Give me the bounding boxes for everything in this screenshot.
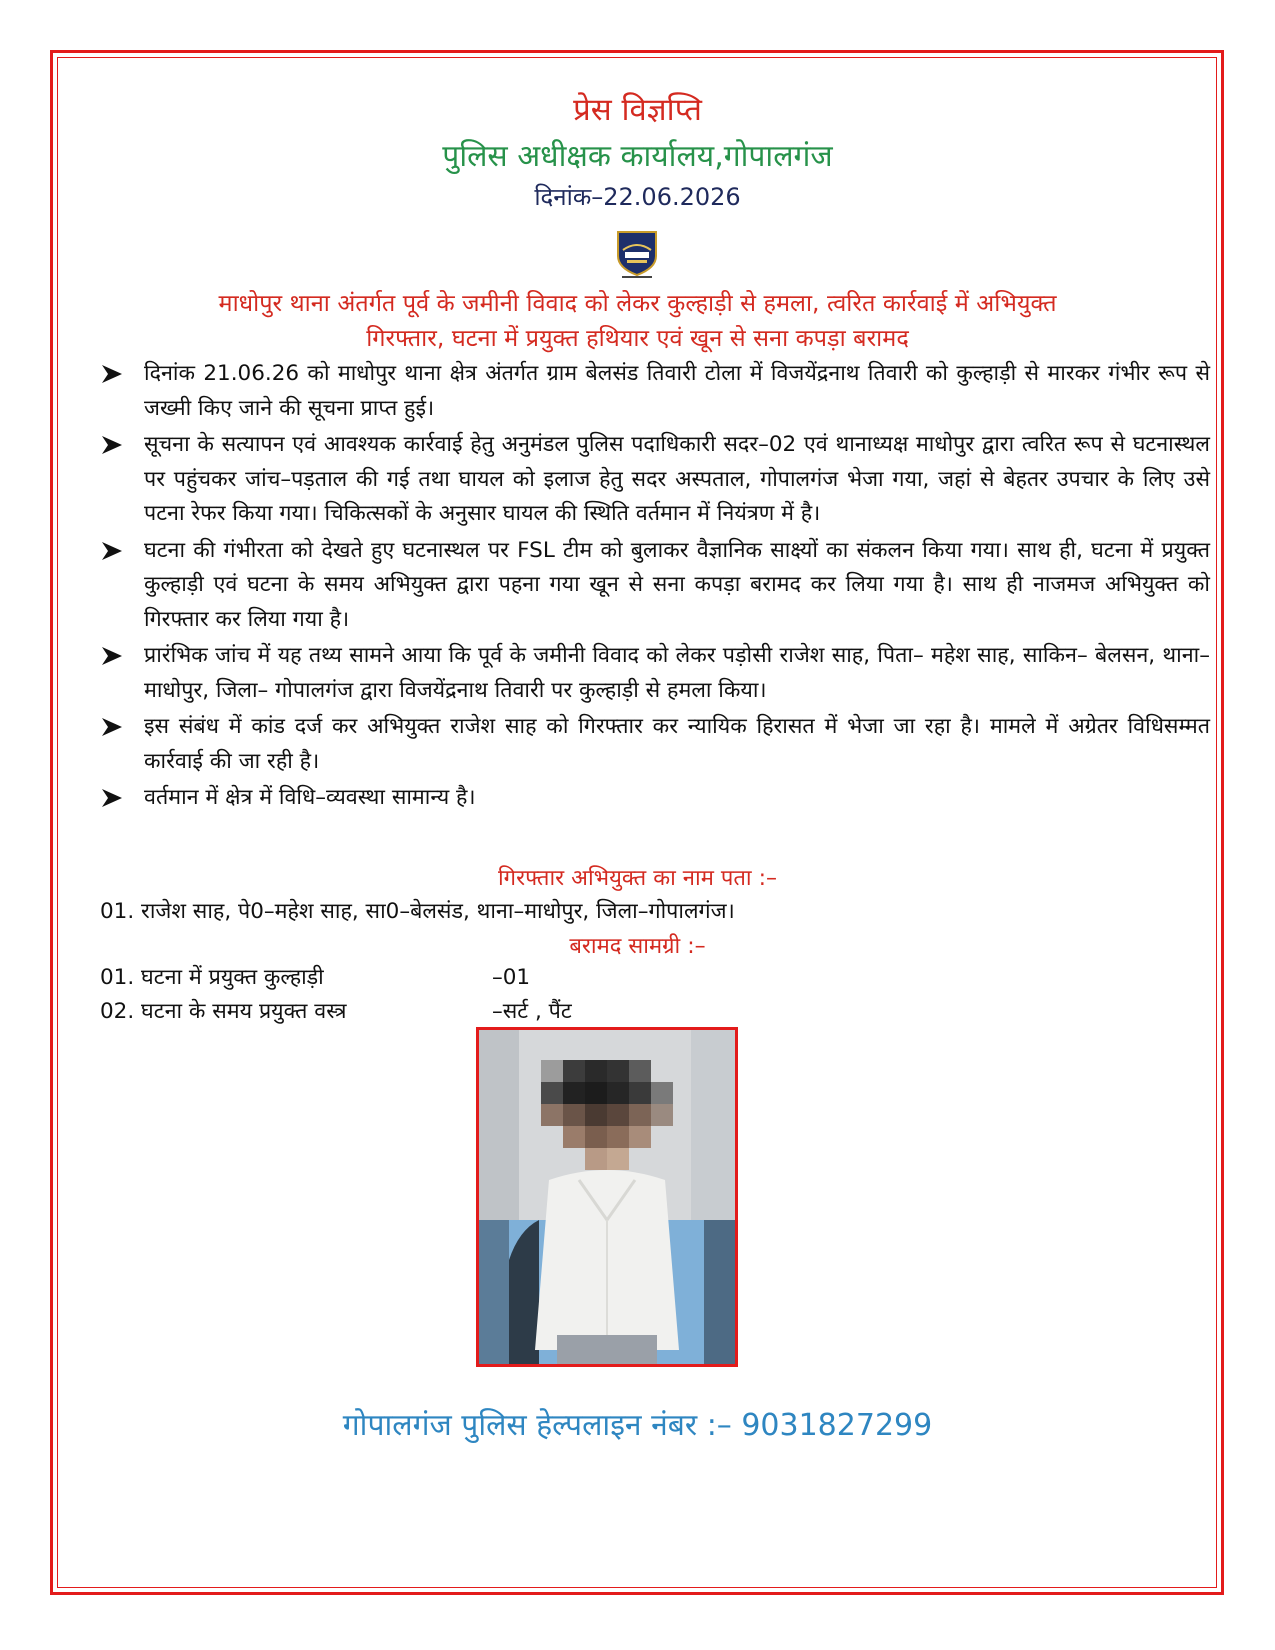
arrow-right-icon bbox=[100, 363, 124, 385]
arrow-right-icon bbox=[100, 716, 124, 738]
bihar-police-badge-icon bbox=[612, 228, 662, 280]
list-item bbox=[100, 428, 1210, 532]
recovered-item bbox=[100, 996, 572, 1028]
office-name: पुलिस अधीक्षक कार्यालय,गोपालगंज bbox=[442, 139, 833, 174]
list-item bbox=[100, 534, 1210, 638]
bullet-text: प्रारंभिक जांच में यह तथ्य सामने आया कि पूर्व के जमीनी विवाद को लेकर पड़ोसी राजेश साह, पिता– महेश साह, साकिन– बेलसन, थाना– माधोपुर, जिला– गोपालगंज द्वारा विजयेंद्रनाथ तिवारी पर कुल्हाड़ी से हमला किया। bbox=[144, 643, 1210, 703]
recovered-item-value: –01 bbox=[492, 965, 531, 990]
arrested-accused-photo bbox=[476, 1027, 738, 1367]
bullet-text: सूचना के सत्यापन एवं आवश्यक कार्रवाई हेतु अनुमंडल पुलिस पदाधिकारी सदर–02 एवं थानाध्यक्ष माधोपुर द्वारा त्वरित रूप से घटनास्थल पर पहुंचकर जांच–पड़ताल की गई तथा घायल को इलाज हेतु सदर अस्पताल, गोपालगंज भेजा गया, जहां से बेहतर उपचार के लिए उसे पटना रेफर किया गया। चिकित्सकों के अनुसार घायल की स्थिति वर्तमान में नियंत्रण में है। bbox=[144, 432, 1210, 526]
arrested-heading: गिरफ्तार अभियुक्त का नाम पता :– bbox=[497, 866, 777, 891]
recovered-heading: बरामद सामग्री :– bbox=[569, 934, 706, 959]
helpline-number: गोपालगंज पुलिस हेल्पलाइन नंबर :– 9031827299 bbox=[342, 1408, 933, 1443]
arrow-right-icon bbox=[100, 645, 124, 667]
bullet-list bbox=[100, 357, 1210, 818]
bullet-text: इस संबंध में कांड दर्ज कर अभियुक्त राजेश साह को गिरफ्तार कर न्यायिक हिरासत में भेजा जा रहा है। मामले में अग्रेतर विधिसम्मत कार्रवाई की जा रही है। bbox=[144, 714, 1210, 774]
list-item bbox=[100, 781, 1210, 816]
bullet-text: दिनांक 21.06.26 को माधोपुर थाना क्षेत्र अंतर्गत ग्राम बेलसंड तिवारी टोला में विजयेंद्रनाथ तिवारी को कुल्हाड़ी से मारकर गंभीर रूप से जख्मी किए जाने की सूचना प्राप्त हुई। bbox=[144, 361, 1210, 421]
arrow-right-icon bbox=[100, 540, 124, 562]
release-date: दिनांक–22.06.2026 bbox=[534, 183, 741, 211]
news-headline bbox=[100, 286, 1175, 356]
list-item bbox=[100, 357, 1210, 426]
headline-line-2: गिरफ्तार, घटना में प्रयुक्त हथियार एवं खून से सना कपड़ा बरामद bbox=[366, 324, 909, 352]
press-release-title: प्रेस विज्ञप्ति bbox=[573, 92, 702, 128]
arrow-right-icon bbox=[100, 434, 124, 456]
arrow-right-icon bbox=[100, 787, 124, 809]
recovered-item-label: 01. घटना में प्रयुक्त कुल्हाड़ी bbox=[100, 965, 324, 990]
recovered-item-label: 02. घटना के समय प्रयुक्त वस्त्र bbox=[100, 999, 347, 1024]
list-item bbox=[100, 639, 1210, 708]
arrested-entry: 01. राजेश साह, पे0–महेश साह, सा0–बेलसंड, थाना–माधोपुर, जिला–गोपालगंज। bbox=[100, 899, 735, 924]
bullet-text: वर्तमान में क्षेत्र में विधि–व्यवस्था सामान्य है। bbox=[144, 785, 476, 810]
recovered-item-value: –सर्ट , पैंट bbox=[492, 999, 572, 1024]
recovered-item bbox=[100, 962, 531, 994]
headline-line-1: माधोपुर थाना अंतर्गत पूर्व के जमीनी विवाद को लेकर कुल्हाड़ी से हमला, त्वरित कार्रवाई में अभियुक्त bbox=[218, 289, 1057, 317]
bullet-text: घटना की गंभीरता को देखते हुए घटनास्थल पर FSL टीम को बुलाकर वैज्ञानिक साक्ष्यों का संकलन किया गया। साथ ही, घटना में प्रयुक्त कुल्हाड़ी एवं घटना के समय अभियुक्त द्वारा पहना गया खून से सना कपड़ा बरामद कर लिया गया है। साथ ही नाजमज अभियुक्त को गिरफ्तार कर लिया गया है। bbox=[144, 537, 1210, 632]
list-item bbox=[100, 710, 1210, 779]
